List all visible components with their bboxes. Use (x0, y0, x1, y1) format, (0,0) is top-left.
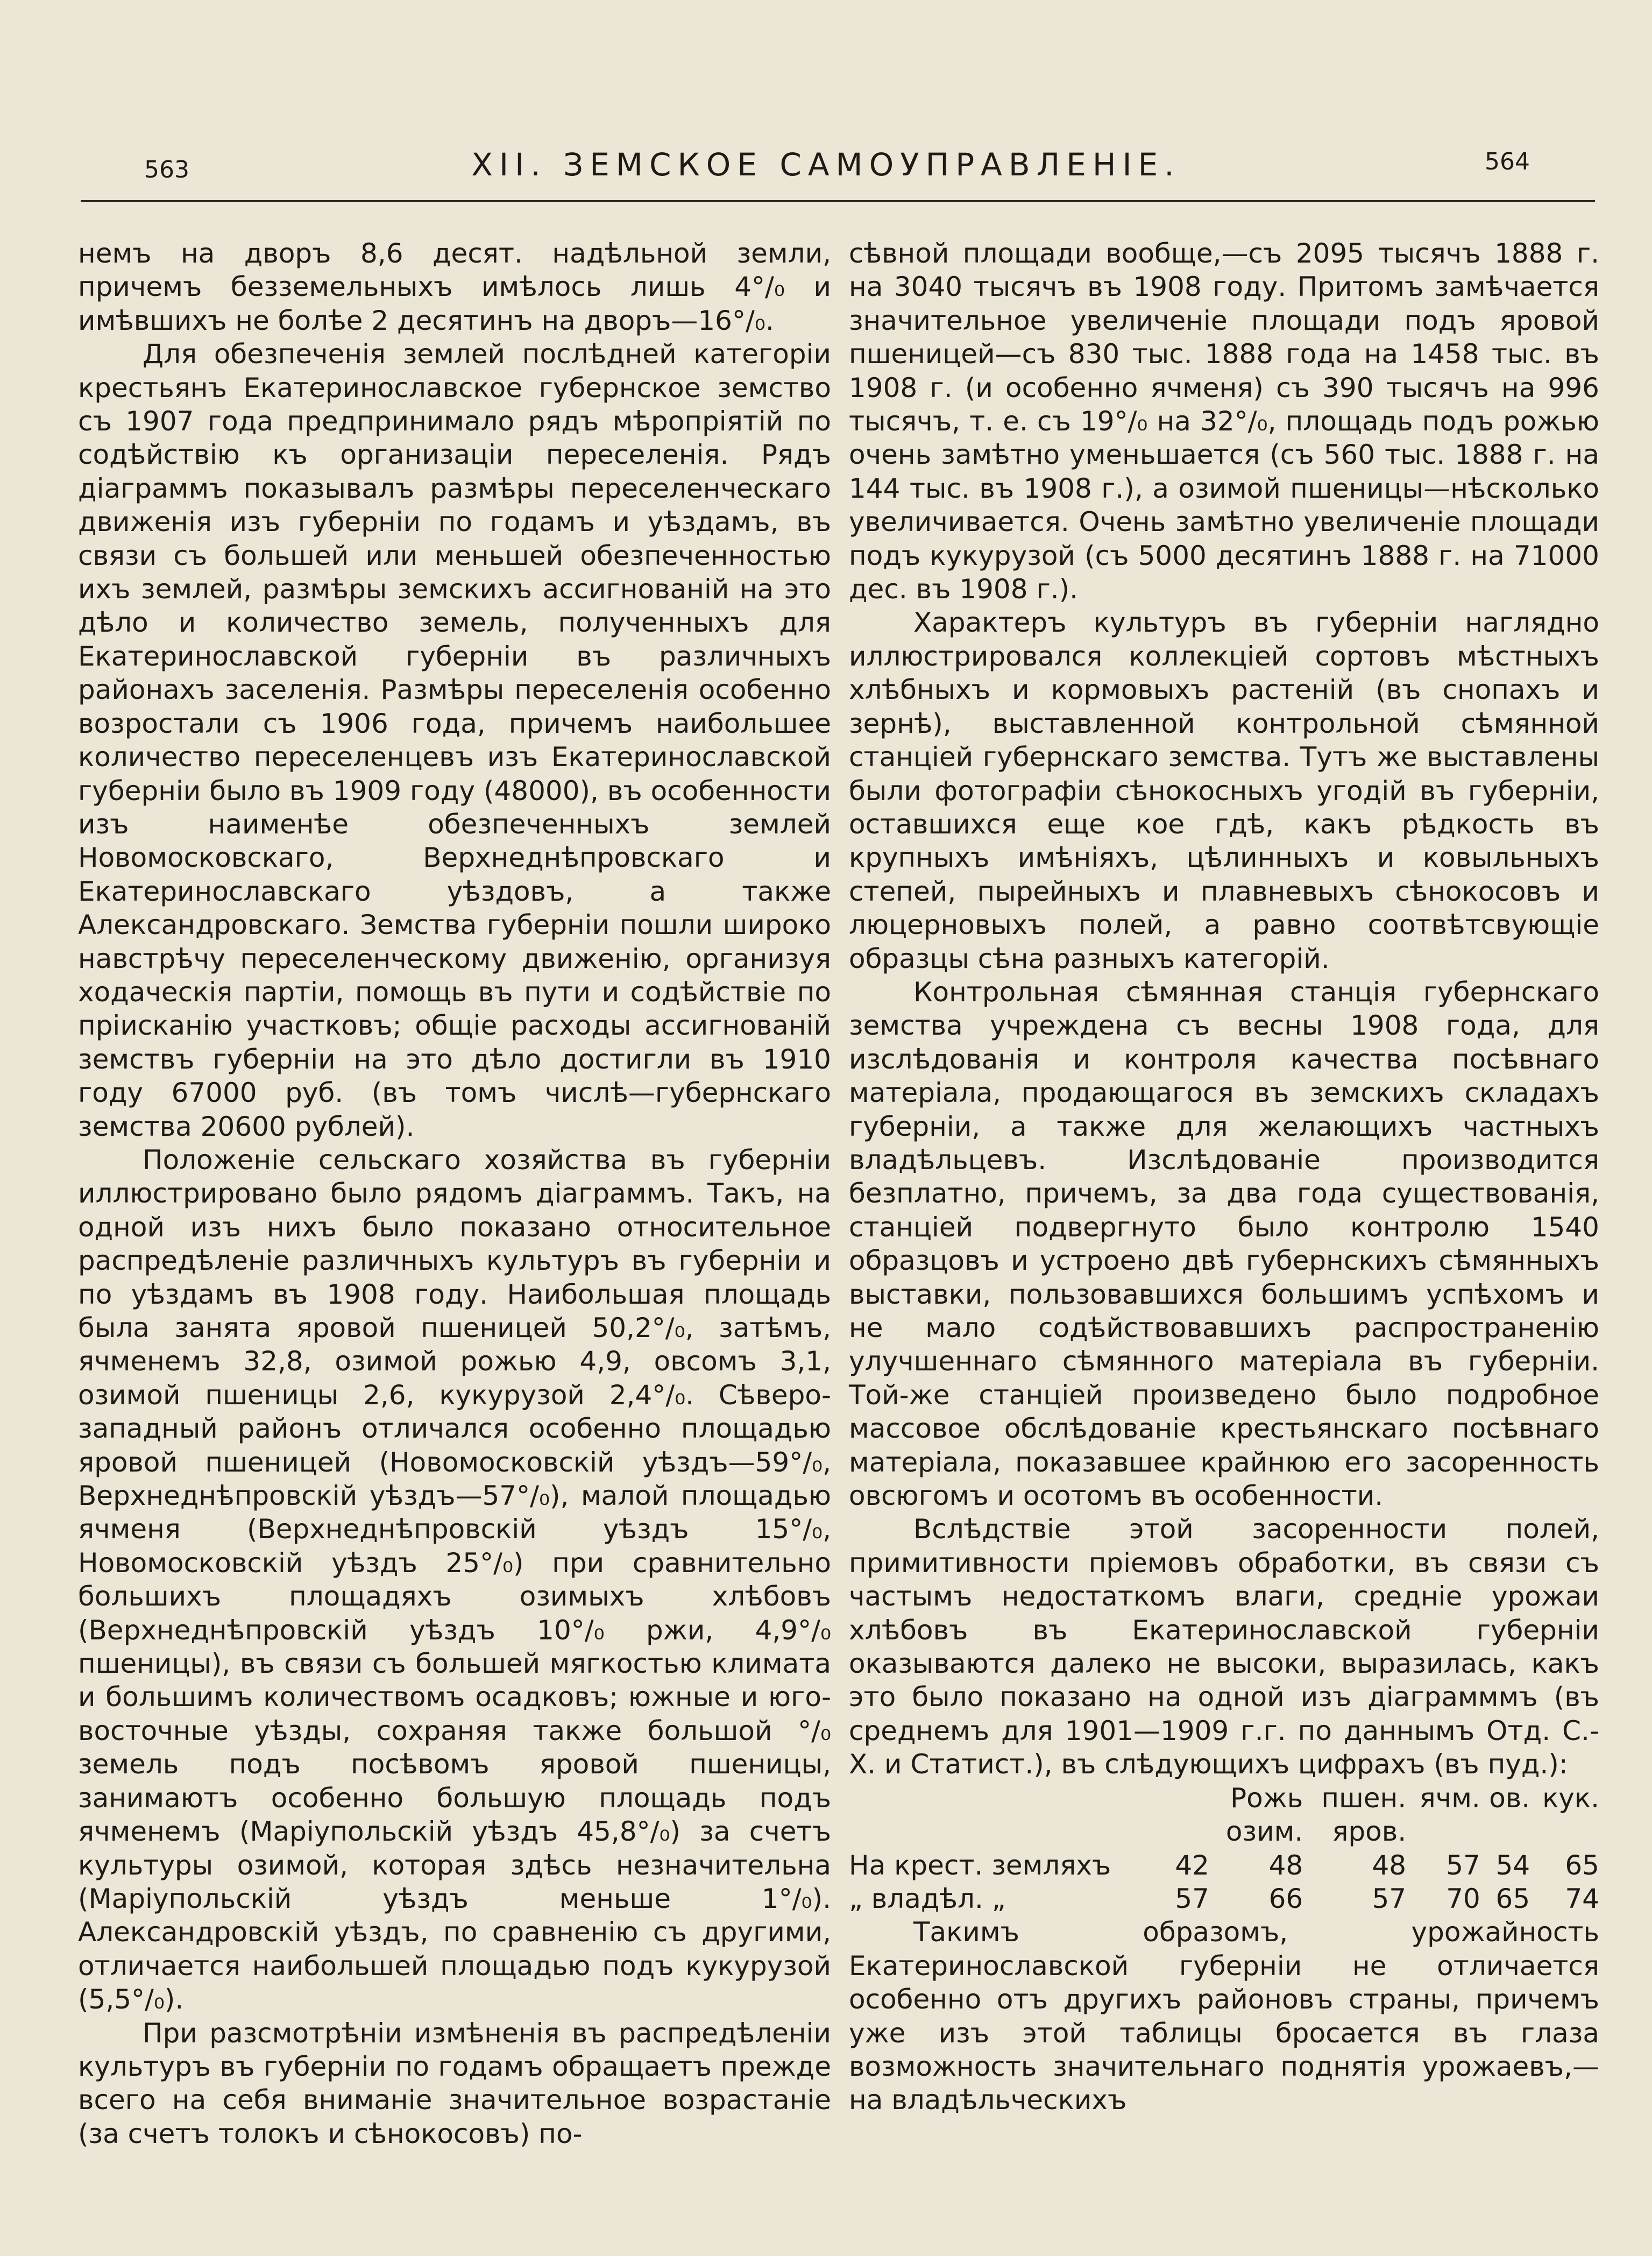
table-row (849, 1882, 1599, 1915)
table-row (849, 1849, 1599, 1882)
table-header-cell: пшен. (1321, 1782, 1407, 1814)
table-cell: 48 (1372, 1849, 1407, 1881)
table-header-row (849, 1815, 1599, 1848)
table-header-cell: озим. (1225, 1816, 1303, 1848)
table-cell: 57 (1372, 1883, 1407, 1914)
page-number-right: 564 (1485, 148, 1530, 175)
table-header-cell: ов. (1489, 1782, 1530, 1814)
table-header-cell: Рожь (1230, 1782, 1303, 1814)
page-header (0, 0, 1652, 204)
row-label: „ владѣл. „ (849, 1883, 1006, 1914)
table-header-cell: ячм. (1419, 1782, 1480, 1814)
row-label: На крест. земляхъ (849, 1849, 1111, 1881)
paragraph: Положеніе сельскаго хозяйства въ губерніи иллюстрировано было рядомъ діаграммъ. Такъ, на одной изъ нихъ было показано относительное распредѣленіе различныхъ культуръ въ губерніи и по уѣздамъ въ 1908 году. Наибольшая площадь была занята яровой пшеницей 50,2°/₀, затѣмъ, ячменемъ 32,8, озимой рожью 4,9, овсомъ 3,1, озимой пшеницы 2,6, кукурузой 2,4°/₀. Сѣверо-западный районъ отличался особенно площадью яровой пшеницей (Новомосковскій уѣздъ—59°/₀, Верхнеднѣпровскій уѣздъ—57°/₀), малой площадью ячменя (Верхнеднѣпровскій уѣздъ 15°/₀, Новомосковскій уѣздъ 25°/₀) при сравнительно большихъ площадяхъ озимыхъ хлѣбовъ (Верхнеднѣпровскій уѣздъ 10°/₀ ржи, 4,9°/₀ пшеницы), въ связи съ большей мягкостью климата и большимъ количествомъ осадковъ; южные и юго-восточные уѣзды, сохраняя также большой °/₀ земель подъ посѣвомъ яровой пшеницы, занимаютъ особенно большую площадь подъ ячменемъ (Маріупольскій уѣздъ 45,8°/₀) за счетъ культуры озимой, которая здѣсь незначительна (Маріупольскій уѣздъ меньше 1°/₀). Александровскій уѣздъ, по сравненію съ другими, отличается наибольшей площадью подъ кукурузой (5,5°/₀). (78, 1144, 831, 2015)
table-cell: 54 (1495, 1849, 1530, 1881)
table-cell: 65 (1495, 1883, 1530, 1914)
paragraph: Такимъ образомъ, урожайность Екатеринославской губерніи не отличается особенно отъ другихъ районовъ страны, причемъ уже изъ этой таблицы бросается въ глаза возможность значительнаго поднятія урожаевъ,—на владѣльческихъ (849, 1916, 1599, 2116)
table-header-cell: кук. (1542, 1782, 1599, 1814)
page-number-left: 563 (144, 156, 189, 183)
table-cell: 70 (1446, 1883, 1480, 1914)
table-header-cell: яров. (1332, 1816, 1407, 1848)
table-header-row (849, 1781, 1599, 1815)
table-cell: 65 (1565, 1849, 1599, 1881)
paragraph: Контрольная сѣмянная станція губернскаго земства учреждена съ весны 1908 года, для изслѣдованія и контроля качества посѣвнаго матеріала, продающагося въ земскихъ складахъ губерніи, а также для желающихъ частныхъ владѣльцевъ. Изслѣдованіе производится безплатно, причемъ, за два года существованія, станціей подвергнуто было контролю 1540 образцовъ и устроено двѣ губернскихъ сѣмянныхъ выставки, пользовавшихся большимъ успѣхомъ и не мало содѣйствовавшихъ распространенію улучшеннаго сѣмянного матеріала въ губерніи. Той-же станціей произведено было подробное массовое обслѣдованіе крестьянскаго посѣвнаго матеріала, показавшее крайнюю его засоренность овсюгомъ и осотомъ въ особенности. (849, 976, 1599, 1512)
paragraph: Вслѣдствіе этой засоренности полей, примитивности пріемовъ обработки, въ связи съ частымъ недостаткомъ влаги, средніе урожаи хлѣбовъ въ Екатеринославской губерніи оказываются далеко не высоки, выразилась, какъ это было показано на одной изъ діаграмммъ (въ среднемъ для 1901—1909 г.г. по даннымъ Отд. С.-Х. и Статист.), въ слѣдующихъ цифрахъ (въ пуд.): (849, 1514, 1599, 1780)
paragraph: Для обезпеченія землей послѣдней категоріи крестьянъ Екатеринославское губернское земство съ 1907 года предпринимало рядъ мѣропріятій по содѣйствію къ организаціи переселенія. Рядъ діаграммъ показывалъ размѣры переселенческаго движенія изъ губерніи по годамъ и уѣздамъ, въ связи съ большей или меньшей обезпеченностью ихъ землей, размѣры земскихъ ассигнованій на это дѣло и количество земель, полученныхъ для Екатеринославской губерніи въ различныхъ районахъ заселенія. Размѣры переселенія особенно возростали съ 1906 года, причемъ наибольшее количество переселенцевъ изъ Екатеринославской губерніи было въ 1909 году (48000), въ особенности изъ наименѣе обезпеченныхъ землей Новомосковскаго, Верхнеднѣпровскаго и Екатеринославскаго уѣздовъ, а также Александровскаго. Земства губерніи пошли широко навстрѣчу переселенческому движенію, организуя ходаческія партіи, помощь въ пути и содѣйствіе по пріисканію участковъ; общіе расходы ассигнованій земствъ губерніи на это дѣло достигли въ 1910 году 67000 руб. (въ томъ числѣ—губернскаго земства 20600 рублей). (78, 338, 831, 1142)
paragraph: Характеръ культуръ въ губерніи наглядно иллюстрировался коллекціей сортовъ мѣстныхъ хлѣбныхъ и кормовыхъ растеній (въ снопахъ и зернѣ), выставленной контрольной сѣмянной станціей губернскаго земства. Тутъ же выставлены были фотографіи сѣнокосныхъ угодій въ губерніи, оставшихся еще кое гдѣ, какъ рѣдкость въ крупныхъ имѣніяхъ, цѣлинныхъ и ковыльныхъ степей, пырейныхъ и плавневыхъ сѣнокосовъ и люцерновыхъ полей, а равно соотвѣтсвующіе образцы сѣна разныхъ категорій. (849, 607, 1599, 974)
table-cell: 57 (1446, 1849, 1480, 1881)
right-column (849, 237, 1599, 2117)
table-cell: 57 (1175, 1883, 1209, 1914)
paragraph: немъ на дворъ 8,6 десят. надѣльной земли, причемъ безземельныхъ имѣлось лишь 4°/₀ и имѣвшихъ не болѣе 2 десятинъ на дворъ—16°/₀. (78, 238, 831, 336)
table-cell: 74 (1565, 1883, 1599, 1914)
header-rule (81, 200, 1595, 202)
table-cell: 42 (1175, 1849, 1209, 1881)
left-column (78, 237, 831, 2151)
running-head: XII. ЗЕМСКОЕ САМОУПРАВЛЕНIЕ. (471, 146, 1181, 183)
paragraph: При разсмотрѣніи измѣненія въ распредѣленіи культуръ въ губерніи по годамъ обращаетъ прежде всего на себя вниманіе значительное возрастаніе (за счетъ толокъ и сѣнокосовъ) по- (78, 2017, 831, 2149)
table-cell: 48 (1268, 1849, 1303, 1881)
paragraph: сѣвной площади вообще,—съ 2095 тысячъ 1888 г. на 3040 тысячъ въ 1908 году. Притомъ замѣчается значительное увеличеніе площади подъ яровой пшеницей—съ 830 тыс. 1888 года на 1458 тыс. въ 1908 г. (и особенно ячменя) съ 390 тысячъ на 996 тысячъ, т. е. съ 19°/₀ на 32°/₀, площадь подъ рожью очень замѣтно уменьшается (съ 560 тыс. 1888 г. на 144 тыс. въ 1908 г.), а озимой пшеницы—нѣсколько увеличивается. Очень замѣтно увеличеніе площади подъ кукурузой (съ 5000 десятинъ 1888 г. на 71000 дес. въ 1908 г.). (849, 238, 1599, 605)
yield-table (849, 1781, 1599, 1916)
table-cell: 66 (1268, 1883, 1303, 1914)
